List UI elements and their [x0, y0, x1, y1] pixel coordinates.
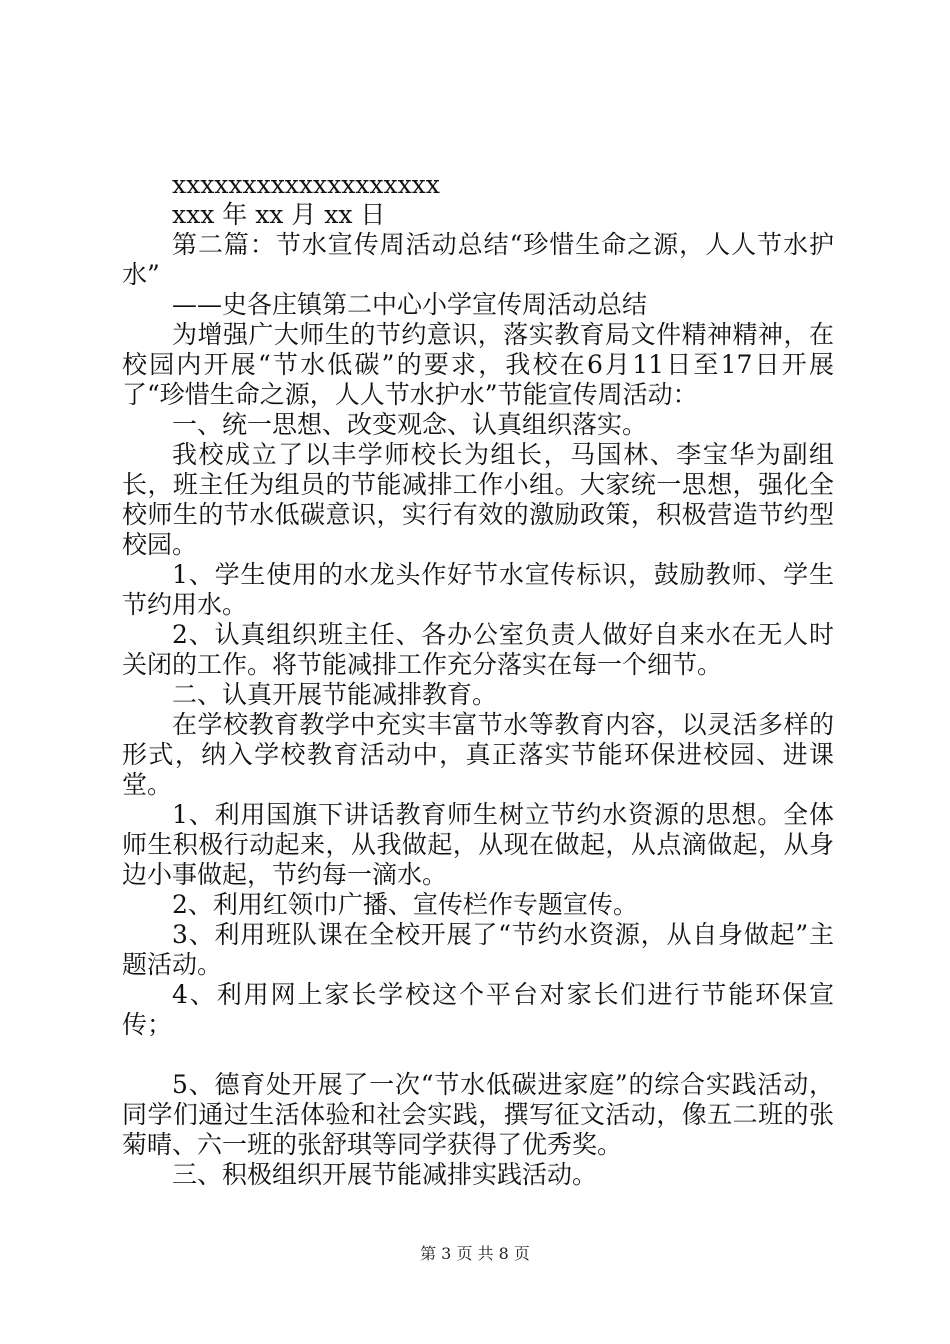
- signature-line: xxxxxxxxxxxxxxxxxxx: [172, 170, 440, 199]
- article-title: 第二篇：节水宣传周活动总结“珍惜生命之源，人人节水护水”: [122, 230, 834, 289]
- document-page: [122, 170, 834, 1190]
- list-item: 5、德育处开展了一次“节水低碳进家庭”的综合实践活动，同学们通过生活体验和社会实践，撰写征文活动，像五二班的张菊晴、六一班的张舒琪等同学获得了优秀奖。: [122, 1070, 834, 1159]
- page-footer: 第 3 页 共 8 页: [420, 1244, 530, 1263]
- list-item: 3、利用班队课在全校开展了“节约水资源，从自身做起”主题活动。: [122, 920, 834, 979]
- section-heading: 三、积极组织开展节能减排实践活动。: [172, 1160, 598, 1189]
- list-item: 4、利用网上家长学校这个平台对家长们进行节能环保宣传；: [122, 980, 834, 1039]
- list-item: 1、利用国旗下讲话教育师生树立节约水资源的思想。全体师生积极行动起来，从我做起，从现在做起，从点滴做起，从身边小事做起，节约每一滴水。: [122, 800, 834, 889]
- paragraph: 在学校教育教学中充实丰富节水等教育内容，以灵活多样的形式，纳入学校教育活动中，真正落实节能环保进校园、进课堂。: [122, 710, 834, 799]
- article-subtitle: ——史各庄镇第二中心小学宣传周活动总结: [172, 290, 648, 319]
- section-heading: 二、认真开展节能减排教育。: [172, 680, 498, 709]
- list-item: 2、认真组织班主任、各办公室负责人做好自来水在无人时关闭的工作。将节能减排工作充分落实在每一个细节。: [122, 620, 834, 679]
- list-item: 2、利用红领巾广播、宣传栏作专题宣传。: [172, 890, 638, 919]
- paragraph: 我校成立了以丰学师校长为组长，马国林、李宝华为副组长，班主任为组员的节能减排工作小组。大家统一思想，强化全校师生的节水低碳意识，实行有效的激励政策，积极营造节约型校园。: [122, 440, 834, 559]
- date-line: xxx 年 xx 月 xx 日: [172, 200, 386, 229]
- spacer: [122, 1040, 834, 1070]
- paragraph: 为增强广大师生的节约意识，落实教育局文件精神精神，在校园内开展“节水低碳”的要求，我校在6月11日至17日开展了“珍惜生命之源，人人节水护水”节能宣传周活动：: [122, 320, 834, 409]
- list-item: 1、学生使用的水龙头作好节水宣传标识，鼓励教师、学生节约用水。: [122, 560, 834, 619]
- section-heading: 一、统一思想、改变观念、认真组织落实。: [172, 410, 648, 439]
